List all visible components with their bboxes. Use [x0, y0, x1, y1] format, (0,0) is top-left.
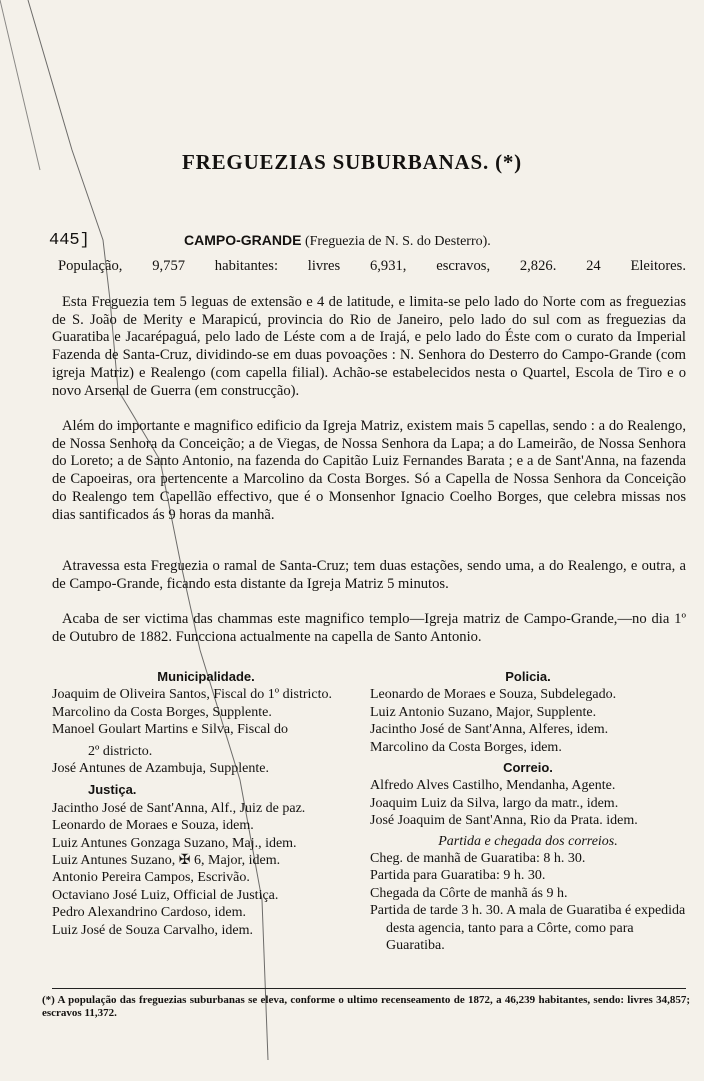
entry-subtitle: (Freguezia de N. S. do Desterro). [304, 234, 491, 249]
list-item: Alfredo Alves Castilho, Mendanha, Agente. [370, 778, 616, 794]
list-item: Jacintho José de Sant'Anna, Alf., Juiz de paz. [52, 800, 306, 816]
list-item: Luiz Antunes Gonzaga Suzano, Maj., idem. [52, 835, 297, 851]
list-item: Joaquim de Oliveira Santos, Fiscal do 1º districto. [52, 687, 333, 703]
paragraph: Além do importante e magnifico edificio da Igreja Matriz, existem mais 5 capellas, sendo : a do Realengo, de Nossa Senhora da Conceição; a de Viegas, de Nossa Senhora da Lapa; a do Lameirão, de Nossa Senhora do Loreto; a de Santo Antonio, na fazenda do Capitão Luiz Fernandes Barata ; e a de Sant'Anna, na fazenda de Capoeiras, ora pertencente a Marcolino da Costa Borges. Só a Capella de Nossa Senhora da Conceição do Realengo tem Capellão effectivo, que é o Monsenhor Ignacio Coelho Borges, que celebra missas nos dias santificados ás 9 horas da manhã. [52, 418, 686, 523]
paragraph: Acaba de ser victima das chammas este magnifico templo—Igreja matriz de Campo-Grande,—no dia 1º de Outubro de 1882. Funcciona actualmente na capella de Santo Antonio. [52, 611, 686, 645]
list-item: Cheg. de manhã de Guaratiba: 8 h. 30. [370, 851, 586, 867]
list-item: Joaquim Luiz da Silva, largo da matr., idem. [370, 795, 619, 811]
partida-heading: Partida e chegada dos correios. [438, 833, 618, 849]
paragraph-fire [52, 611, 686, 646]
list-item: Leonardo de Moraes e Souza, idem. [52, 818, 254, 834]
list-item: Marcolino da Costa Borges, Supplente. [52, 704, 272, 720]
entry-number: 445] [49, 231, 90, 250]
list-item: Luiz Antunes Suzano, ✠ 6, Major, idem. [52, 853, 281, 869]
municipalidade-heading: Municipalidade. [157, 669, 255, 684]
left-column [52, 667, 360, 939]
policia-heading: Policia. [505, 669, 551, 684]
paragraph: Esta Freguezia tem 5 leguas de extensão e 4 de latitude, e limita-se pelo lado do Norte com as freguezias de S. João de Merity e Marapicú, provincia do Rio de Janeiro, pelo lado do sul com as freguezias da Guaratiba e Jacarépaguá, pelo lado de Léste com a de Irajá, e pelo lado do Éste com o curato da Imperial Fazenda de Santa-Cruz, dividindo-se em duas povoações : N. Senhora do Desterro do Campo-Grande (com igreja Matriz) e Realengo (com capella filial). Achão-se estabelecidos nesta o Quartel, Escola de Tiro e o novo Arsenal de Guerra (em construcção). [52, 294, 686, 399]
list-item: José Joaquim de Sant'Anna, Rio da Prata. idem. [370, 813, 638, 829]
list-item: Antonio Pereira Campos, Escrivão. [52, 870, 250, 886]
right-column [370, 667, 686, 955]
justica-heading: Justiça. [88, 782, 137, 798]
list-item: José Antunes de Azambuja, Supplente. [52, 761, 269, 777]
page-title: FREGUEZIAS SUBURBANAS. (*) [182, 150, 522, 174]
list-item: Luiz José de Souza Carvalho, idem. [52, 922, 254, 938]
list-item: Leonardo de Moraes e Souza, Subdelegado. [370, 687, 617, 703]
footnote-rule [52, 988, 686, 989]
list-item: Luiz Antonio Suzano, Major, Supplente. [370, 704, 597, 720]
entry-heading [184, 232, 491, 250]
paragraph-chapels [52, 418, 686, 524]
list-item: Marcolino da Costa Borges, idem. [370, 739, 562, 755]
list-item: Manoel Goulart Martins e Silva, Fiscal do [52, 722, 289, 738]
population-line: População, 9,757 habitantes: livres 6,931, escravos, 2,826. 24 Eleitores. [58, 258, 686, 274]
paragraph-limits [52, 294, 686, 400]
paragraph-railway [52, 558, 686, 593]
list-item: Jacintho José de Sant'Anna, Alferes, idem. [370, 722, 609, 738]
second-district-label: 2º districto. [88, 743, 153, 759]
list-item: Partida para Guaratiba: 9 h. 30. [370, 868, 546, 884]
paragraph: Atravessa esta Freguezia o ramal de Santa-Cruz; tem duas estações, sendo uma, a do Realengo, e outra, a de Campo-Grande, ficando esta distante da Igreja Matriz 5 minutos. [52, 558, 686, 592]
pencil-mark-margin [0, 0, 40, 170]
footnote: (*) A população das freguezias suburbanas se eleva, conforme o ultimo recenseamento de 1872, a 46,239 habitantes, sendo: livres 34,857; escravos 11,372. [42, 994, 690, 1019]
list-item: Chegada da Côrte de manhã ás 9 h. [370, 885, 568, 901]
list-item: Pedro Alexandrino Cardoso, idem. [52, 905, 247, 921]
list-item: Partida de tarde 3 h. 30. A mala de Guaratiba é expedida desta agencia, tanto para a Côrte, como para Guaratiba. [370, 903, 686, 954]
entry-name: CAMPO-GRANDE [184, 232, 302, 248]
list-item: Octaviano José Luiz, Official de Justiça. [52, 887, 279, 903]
correio-heading: Correio. [503, 760, 553, 776]
